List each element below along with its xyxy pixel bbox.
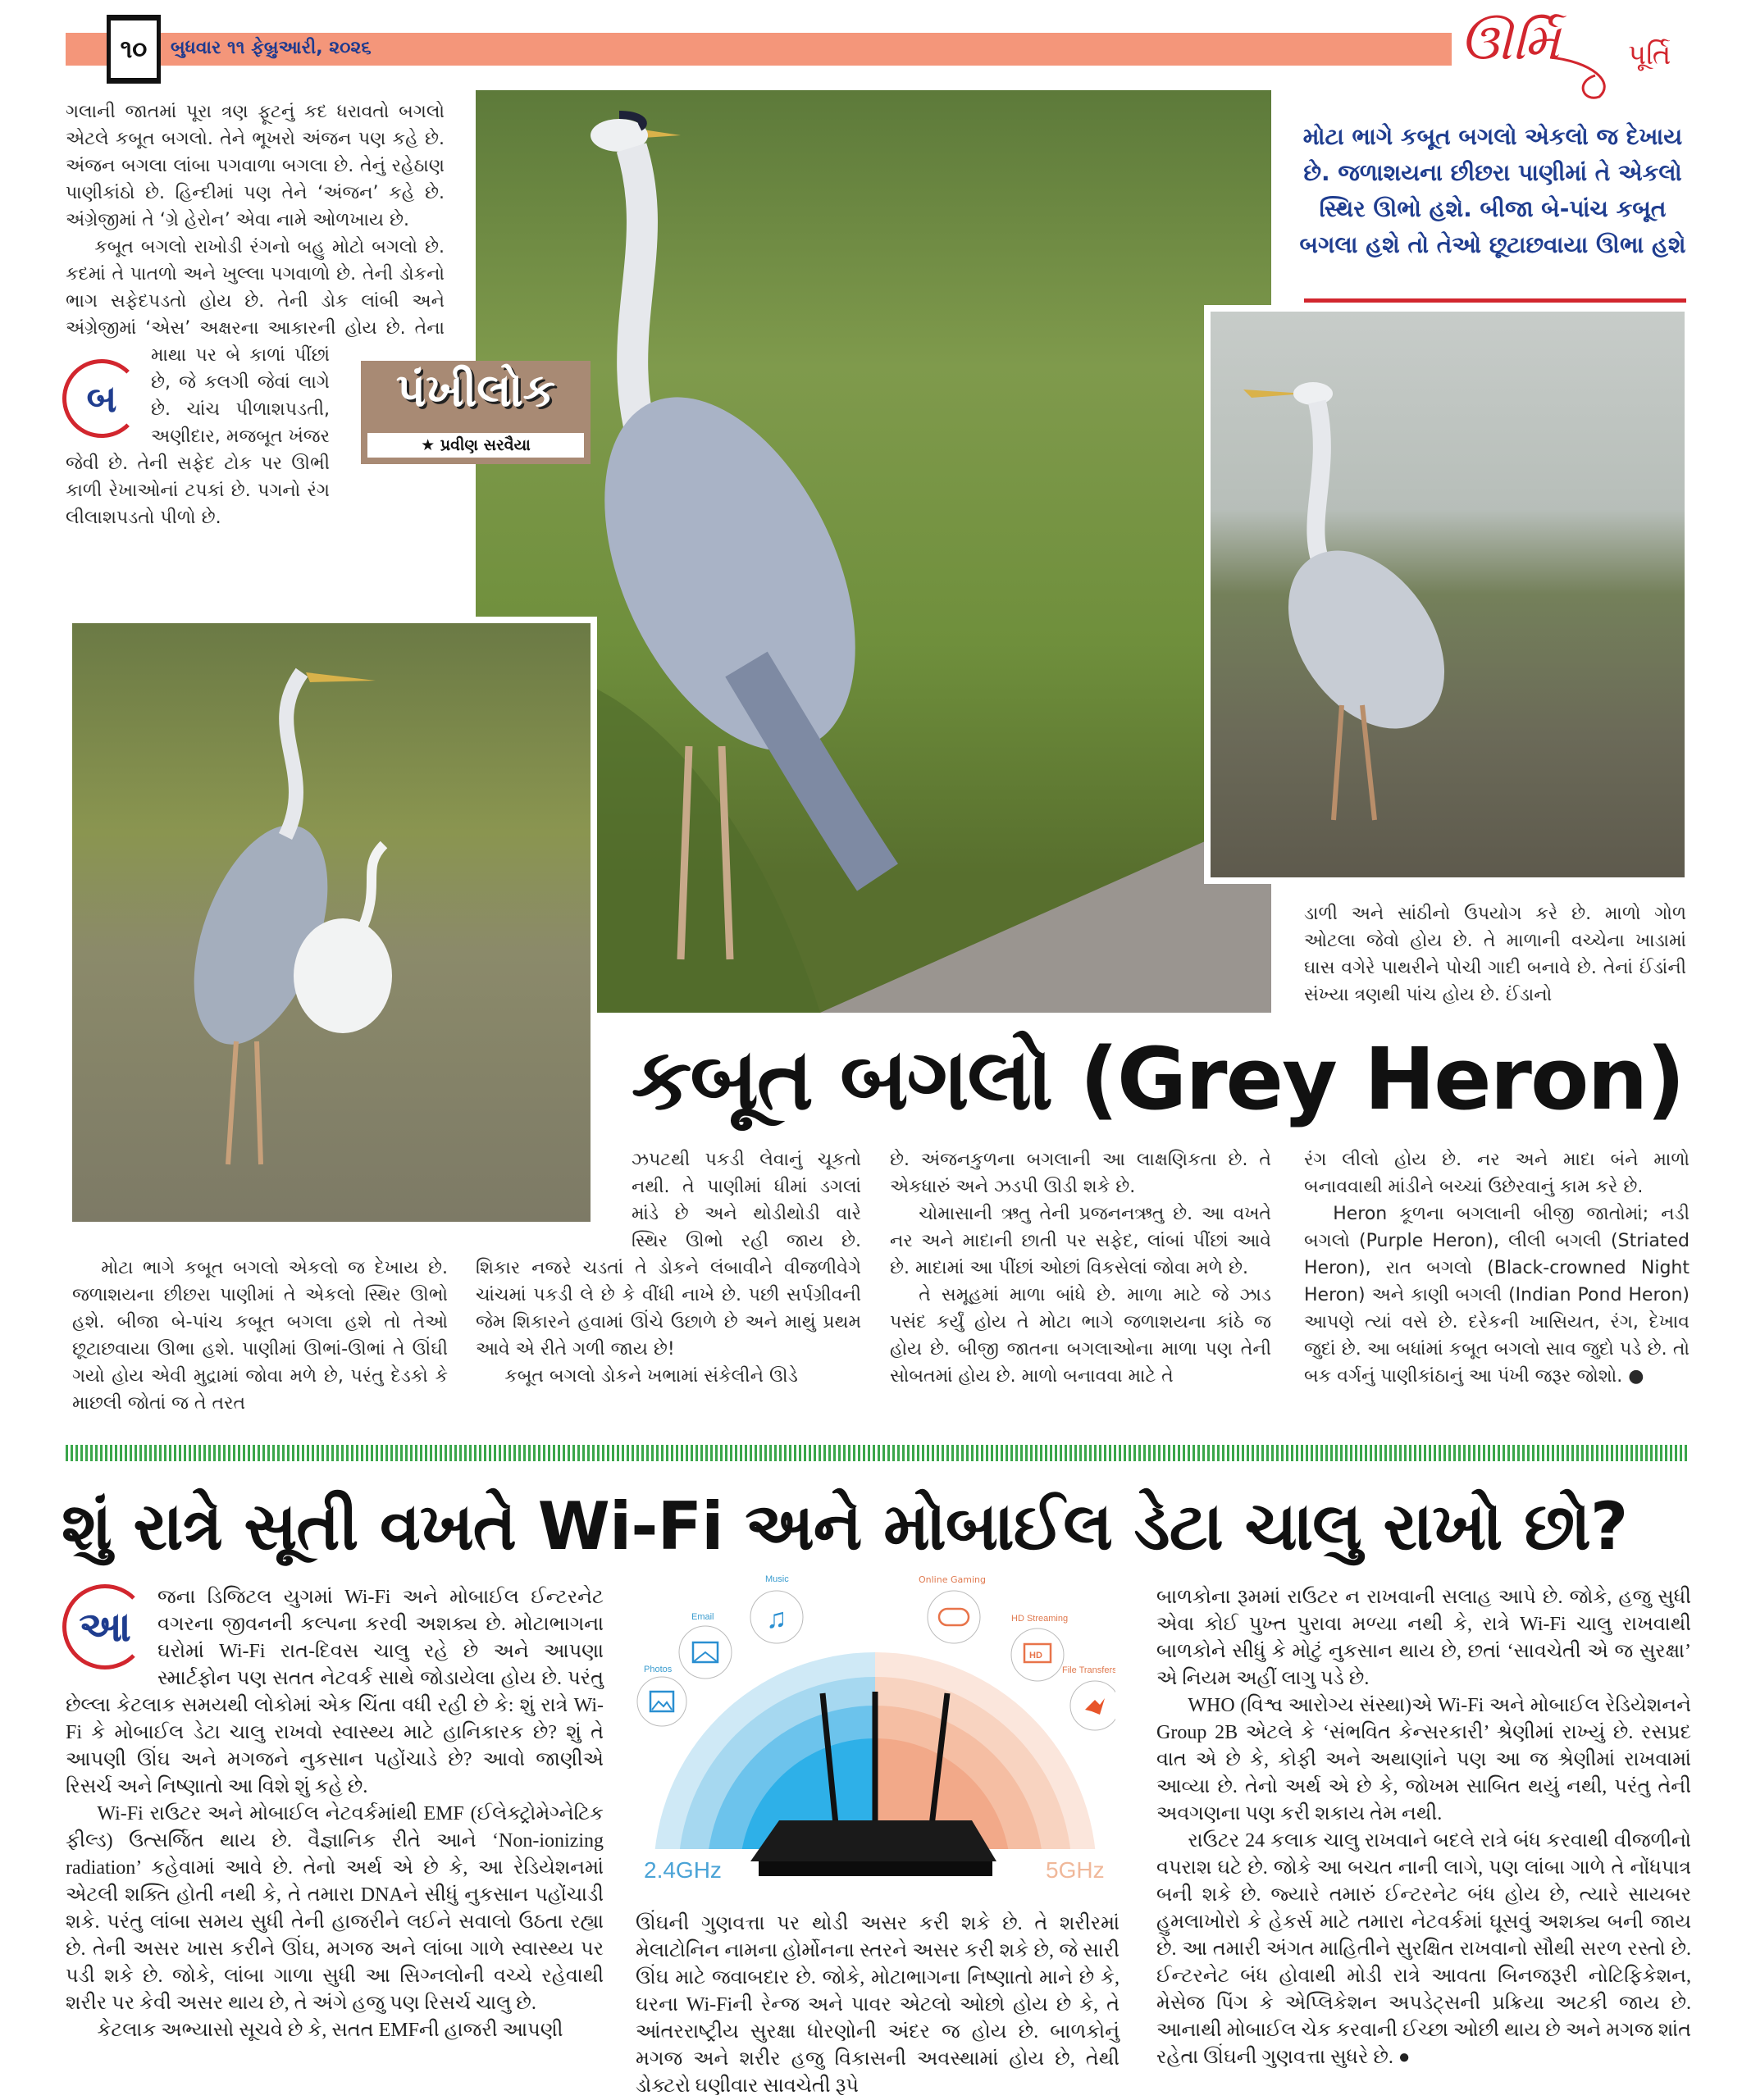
body-paragraph: રંગ લીલો હોય છે. નર અને માદા બંને માળો બનાવવાથી માંડીને બચ્ચાં ઉછેરવાનું કામ કરે છે. xyxy=(1304,1150,1690,1197)
wifi-column-3 xyxy=(1156,1584,1691,2071)
heron-column-1 xyxy=(72,1255,448,1417)
label-file-transfers: File Transfers xyxy=(1062,1665,1115,1675)
body-paragraph: ઊંઘની ગુણવત્તા પર થોડી અસર કરી શકે છે. તે શરીરમાં મેલાટોનિન નામના હોર્મોનના સ્તરને અસર કરી શકે છે, જે સારી ઊંઘ માટે જવાબદાર છે. જોકે, મોટાભાગના નિષ્ણાતો માને છે કે, ઘરના Wi-Fiની રેન્જ અને પાવર એટલો ઓછો હોય છે કે, તે આંતરરાષ્ટ્રીય સુરક્ષા ધોરણોની અંદર જ હોય છે. બાળકોનું મગજ અને શરીર હજુ વિકાસની અવસ્થામાં હોય છે, તેથી ડોક્ટરો ઘણીવાર સાવચેતી રૂપે xyxy=(636,1913,1120,2097)
section-divider xyxy=(66,1445,1690,1461)
wifi-headline: શું રાત્રે સૂતી વખતે Wi-Fi અને મોબાઈલ ડેટા ચાલુ રાખો છો? xyxy=(62,1488,1628,1565)
router-illustration xyxy=(636,1570,1115,1886)
music-icon xyxy=(750,1591,803,1643)
hd-tv-icon xyxy=(1011,1629,1064,1681)
label-email: Email xyxy=(691,1612,714,1622)
heron-column-2 xyxy=(476,1146,861,1390)
label-online-gaming: Online Gaming xyxy=(919,1574,986,1585)
label-hd-streaming: HD Streaming xyxy=(1011,1614,1069,1624)
two-herons-photo xyxy=(66,617,597,1228)
wifi-column-1 xyxy=(66,1584,604,2044)
svg-text:ઊર્મિ: ઊર્મિ xyxy=(1460,11,1560,71)
body-paragraph: ઝપટથી પકડી લેવાનું ચૂકતો નથી. તે પાણીમાં ધીમાં ડગલાં માંડે છે અને થોડીથોડી વારે સ્થિર ઊભો રહી જાય છે. શિકાર નજરે ચડતાં તે ડોકને લંબાવીને વીજળીવેગે ચાંચમાં પકડી લે છે કે વીંધી નાખે છે. પછી સર્પગ્રીવની જેમ શિકારને હવામાં ઊંચે ઉછાળે છે અને માથું પ્રથમ આવે એ રીતે ગળી જાય છે! xyxy=(476,1150,861,1360)
body-paragraph: Heron કૂળના બગલાની બીજી જાતોમાં; નડી બગલો (Purple Heron), લીલી બગલી (Striated Heron), રાત બગલો (Black-crowned Night Heron) અને કાણી બગલી (Indian Pond Heron) આપણે ત્યાં વસે છે. દરેકની ખાસિયત, રંગ, દેખાવ જુદાં છે. આ બધાંમાં કબૂત બગલો સાવ જુદો પડે છે. તો બક વર્ગનું પાણીકાંઠાનું આ પંખી જરૂર જોશો. ● xyxy=(1304,1204,1690,1387)
heron-column-4 xyxy=(1304,1146,1690,1390)
band-24ghz-label: 2.4GHz xyxy=(644,1857,722,1883)
body-paragraph: કબૂત બગલો ડોકને ખભામાં સંકેલીને ઊડે xyxy=(504,1366,798,1387)
body-paragraph: તે સમૂહમાં માળા બાંધે છે. માળા માટે જે ઝાડ પસંદ કર્યું હોય તે મોટા ભાગે જળાશયના કાંઠે જ હોય છે. બીજી જાતના બગલાઓના માળા પણ તેની સોબતમાં હોય છે. માળો બનાવવા માટે તે xyxy=(890,1285,1271,1387)
router-body xyxy=(750,1820,996,1861)
band-5ghz-label: 5GHz xyxy=(1046,1857,1105,1883)
body-paragraph: બાળકોના રૂમમાં રાઉટર ન રાખવાની સલાહ આપે છે. જોકે, હજુ સુધી એવા કોઈ પુખ્ત પુરાવા મળ્યા નથી કે, રાત્રે Wi-Fi ચાલુ રાખવાથી બાળકોને સીધું કે મોટું નુકસાન થાય છે, છતાં ‘સાવચેતી એ જ સુરક્ષા’ એ નિયમ અહીં લાગુ પડે છે. xyxy=(1156,1587,1691,1689)
drop-cap: આ xyxy=(62,1584,148,1670)
body-paragraph: ચોમાસાની ઋતુ તેની પ્રજનનઋતુ છે. આ વખતે નર અને માદાની છાતી પર સફેદ, લાંબાં પીંછાં આવે છે. માદામાં આ પીંછાં ઓછાં વિકસેલાં જોવા મળે છે. xyxy=(890,1204,1271,1278)
intro-paragraph: કબૂત બગલો રાખોડી રંગનો બહુ મોટો બગલો છે. કદમાં તે પાતળો અને ખુલ્લા પગવાળો છે. તેની ડોકનો ભાગ સફેદપડતો હોય છે. તેની ડોક લાંબી અને અંગ્રેજીમાં ‘એસ’ અક્ષરના આકારની હોય છે. તેના માથા પર બે કાળાં પીંછાં છે, જે કલગી જેવાં લાગે છે. ચાંચ પીળાશપડતી, અણીદાર, મજબૂત ખંજર જેવી છે. તેની સફેદ ટોક પર ઊભી કાળી રેખાઓનાં ટપકાં છે. પગનો રંગ લીલાશપડતો પીળો છે. xyxy=(66,237,445,528)
supplement-logo xyxy=(1452,0,1698,102)
wifi-column-2 xyxy=(636,1911,1120,2100)
body-paragraph: WHO (વિશ્વ આરોગ્ય સંસ્થા)એ Wi-Fi અને મોબાઈલ રેડિયેશનને Group 2B એટલે કે ‘સંભવિત કેન્સરકારી’ શ્રેણીમાં રાખ્યું છે. રસપ્રદ વાત એ છે કે, કોફી અને અથાણાંને પણ આ જ શ્રેણીમાં રાખવામાં આવ્યા છે. તેનો અર્થ એ છે કે, જોખમ સાબિત થયું નથી, પરંતુ તેની અવગણના પણ કરી શકાય તેમ નથી. xyxy=(1156,1695,1691,1824)
body-paragraph: રાઉટર 24 કલાક ચાલુ રાખવાને બદલે રાત્રે બંધ કરવાથી વીજળીનો વપરાશ ઘટે છે. જોકે આ બચત નાની લાગે, પણ લાંબા ગાળે તે નોંધપાત્ર બની શકે છે. જ્યારે તમારું ઈન્ટરનેટ બંધ હોય છે, ત્યારે સાયબર હુમલાખોરો કે હેકર્સ માટે તમારા નેટવર્કમાં ઘૂસવું અશક્ય બની જાય છે. આ તમારી અંગત માહિતીને સુરક્ષિત રાખવાનો સૌથી સરળ રસ્તો છે. ઈન્ટરનેટ બંધ હોવાથી મોડી રાત્રે આવતા બિનજરૂરી નોટિફિકેશન, મેસેજ પિંગ કે એપ્લિકેશન અપડેટ્સની પ્રક્રિયા અટકી જાય છે. આનાથી મોબાઈલ ચેક કરવાની ઈચ્છા ઓછી થાય છે અને મગજ શાંત રહેતા ઊંઘની ગુણવત્તા સુધરે છે. ● xyxy=(1156,1830,1691,2068)
logo-suffix: પૂર્તિ xyxy=(1628,39,1671,71)
hd-badge: HD xyxy=(1029,1651,1042,1660)
heron-headline: કબૂત બગલો (Grey Heron) xyxy=(632,1029,1684,1129)
body-paragraph: છે. અંજનકુળના બગલાની આ લાક્ષણિકતા છે. તે એકધારું અને ઝડપી ઊડી શકે છે. xyxy=(890,1150,1271,1197)
page-number: ૧૦ xyxy=(107,15,161,84)
body-paragraph: મોટા ભાગે કબૂત બગલો એકલો જ દેખાય છે. જળાશયના છીછરા પાણીમાં તે એકલો સ્થિર ઊભો હશે. બીજા બે-પાંચ કબૂત બગલા હશે તો તેઓ છૂટાછવાયા ઊભા હશે. પાણીમાં ઊભાં-ઊભાં તે ઊંઘી ગયો હોય એવી મુદ્રામાં જોવા મળે છે, પરંતુ દેડકો કે માછલી જોતાં જ તે તરત xyxy=(72,1258,448,1414)
label-photos: Photos xyxy=(644,1665,673,1674)
photos-icon xyxy=(637,1677,686,1726)
body-paragraph: Wi-Fi રાઉટર અને મોબાઈલ નેટવર્કમાંથી EMF (ઈલેક્ટ્રોમેગ્નેટિક ફીલ્ડ) ઉત્સર્જિત થાય છે. વૈજ્ઞાનિક રીતે આને ‘Non-ionizing radiation’ કહેવામાં આવે છે. તેનો અર્થ એ છે કે, આ રેડિયેશનમાં એટલી શક્તિ હોતી નથી કે, તે તમારા DNAને સીધું નુકસાન પહોંચાડી શકે. પરંતુ લાંબા સમય સુધી તેની હાજરીને લઈને સવાલો ઉઠતા રહ્યા છે. તેની અસર ખાસ કરીને ઊંઘ, મગજ અને લાંબા ગાળે સ્વાસ્થ્ય પર પડી શકે છે. જોકે, લાંબા ગાળા સુધી આ સિગ્નલોની વચ્ચે રહેવાથી શરીર પર કેવી અસર થાય છે, તે અંગે હજુ પણ રિસર્ચ ચાલુ છે. xyxy=(66,1803,604,2014)
body-paragraph: જના ડિજિટલ યુગમાં Wi-Fi અને મોબાઈલ ઈન્ટરનેટ વગરના જીવનની કલ્પના કરવી અશક્ય છે. મોટાભાગના ઘરોમાં Wi-Fi રાત-દિવસ ચાલુ રહે છે અને આપણા સ્માર્ટફોન પણ સતત નેટવર્ક સાથે જોડાયેલા હોય છે. પરંતુ છેલ્લા કેટલાક સમયથી લોકોમાં એક ચિંતા વધી રહી છે કે: શું રાત્રે Wi-Fi કે મોબાઈલ ડેટા ચાલુ રાખવો સ્વાસ્થ્ય માટે હાનિકારક છે? શું તે આપણી ઊંઘ અને મગજને નુકસાન પહોંચાડે છે? આવો જાણીએ રિસર્ચ અને નિષ્ણાતો આ વિશે શું કહે છે. xyxy=(66,1587,604,1797)
heron-side-text xyxy=(1304,900,1686,1009)
heron-column-3 xyxy=(890,1146,1271,1390)
intro-paragraph: ગલાની જાતમાં પૂરા ત્રણ ફૂટનું કદ ધરાવતો બગલો એટલે કબૂત બગલો. તેને ભૂખરો અંજન પણ કહે છે. અંજન બગલા લાંબા પગવાળા બગલા છે. તેનું રહેઠાણ પાણીકાંઠો છે. હિન્દીમાં પણ તેને ‘અંજન’ કહે છે. અંગ્રેજીમાં તે ‘ગ્રે હેરોન’ એવા નામે ઓળખાય છે. xyxy=(66,102,445,230)
column-tag xyxy=(361,361,591,464)
issue-date: બુધવાર ૧૧ ફેબ્રુઆરી, ૨૦૨૬ xyxy=(171,38,372,58)
email-icon xyxy=(679,1626,732,1679)
svg-text:♫: ♫ xyxy=(766,1603,787,1634)
label-music: Music xyxy=(765,1574,789,1584)
pull-quote-rule xyxy=(1304,298,1686,303)
gamepad-icon xyxy=(928,1591,980,1643)
file-transfer-icon xyxy=(1070,1681,1115,1730)
body-paragraph: કેટલાક અભ્યાસો સૂચવે છે કે, સતત EMFની હાજરી આપણી xyxy=(97,2020,563,2041)
drop-cap: બ xyxy=(62,359,141,438)
heron-intro xyxy=(66,98,445,549)
column-tag-title: પંખીલોક xyxy=(395,364,556,417)
standing-heron-photo xyxy=(1204,305,1691,884)
side-paragraph: ડાળી અને સાંઠીનો ઉપયોગ કરે છે. માળો ગોળ ઓટલા જેવો હોય છે. તે માળાની વચ્ચેના ખાડામાં ઘાસ વગેરે પાથરીને પોચી ગાદી બનાવે છે. તેનાં ઈંડાંની સંખ્યા ત્રણથી પાંચ હોય છે. ઈંડાનો xyxy=(1304,904,1686,1005)
pull-quote: મોટા ભાગે કબૂત બગલો એકલો જ દેખાય છે. જળાશયના છીછરા પાણીમાં તે એકલો સ્થિર ઊભો હશે. બીજા બે-પાંચ કબૂત બગલા હશે તો તેઓ છૂટાછવાયા ઊભા હશે xyxy=(1299,123,1686,258)
author-byline: ★ પ્રવીણ સરવૈયા xyxy=(367,433,584,458)
